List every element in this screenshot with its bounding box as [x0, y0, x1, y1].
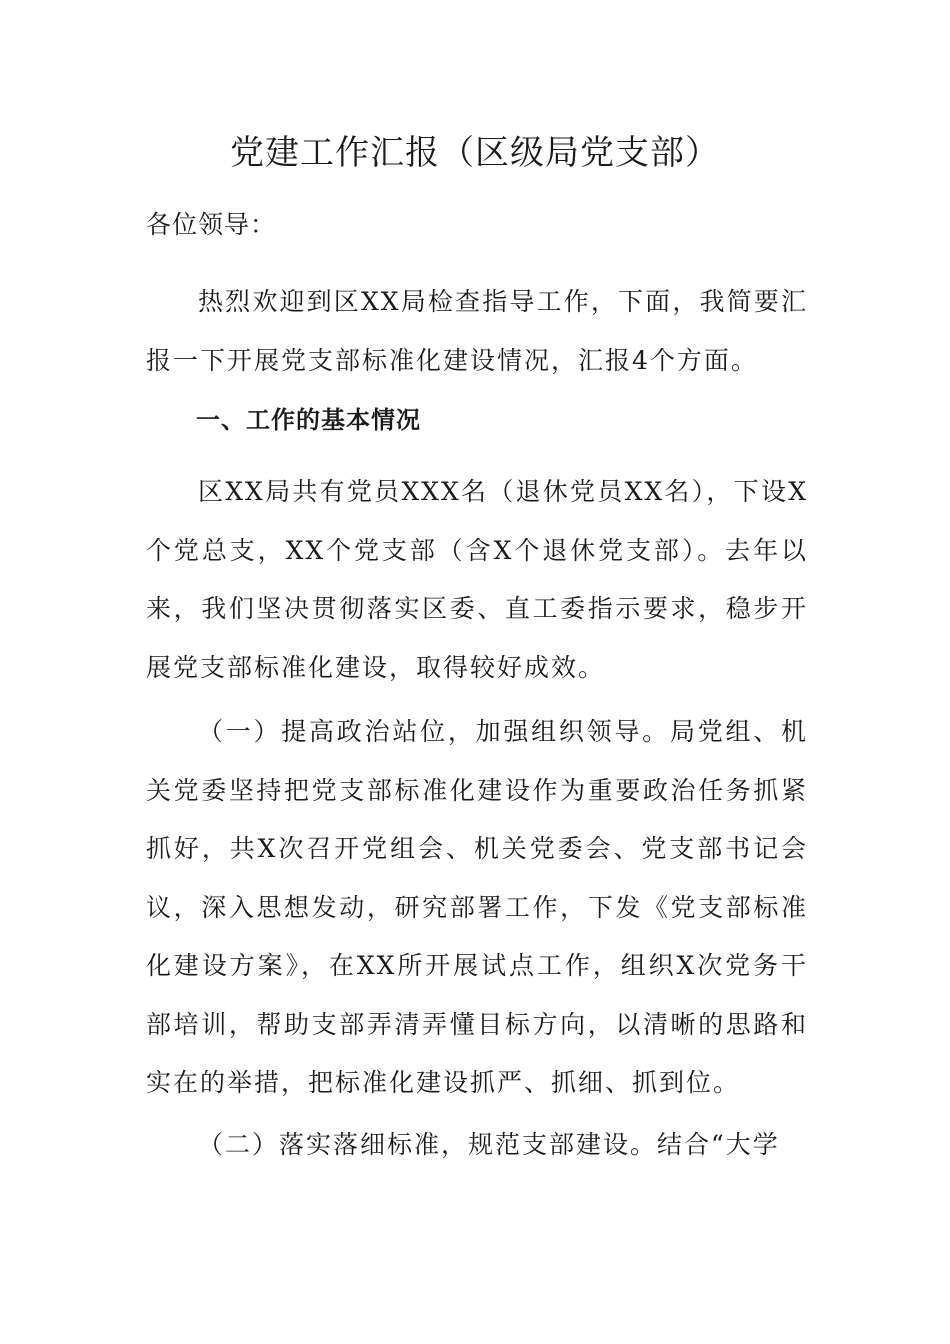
section-heading: 一、工作的基本情况 [196, 406, 421, 434]
document-title: 党建工作汇报（区级局党支部） [230, 133, 720, 173]
item-one-paragraph: （一）提高政治站位，加强组织领导。局党组、机关党委坚持把党支部标准化建设作为重要政治任务抓紧抓好，共X次召开党组会、机关党委会、党支部书记会议，深入思想发动，研究部署工作，下发《党支部标准化建设方案》，在XX所开展试点工作，组织X次党务干部培训，帮助支部弄清弄懂目标方向，以清晰的思路和实在的举措，把标准化建设抓严、抓细、抓到位。 [146, 717, 808, 1097]
intro-paragraph: 热烈欢迎到区XX局检查指导工作，下面，我简要汇报一下开展党支部标准化建设情况，汇报4个方面。 [146, 287, 808, 375]
item-two-paragraph: （二）落实落细标准，规范支部建设。结合“大学 [198, 1130, 780, 1159]
section-paragraph: 区XX局共有党员XXX名（退休党员XX名），下设X个党总支，XX个党支部（含X个退休党支部）。去年以来，我们坚决贯彻落实区委、直工委指示要求，稳步开展党支部标准化建设，取得较好成效。 [146, 477, 808, 682]
salutation: 各位领导： [146, 210, 277, 239]
